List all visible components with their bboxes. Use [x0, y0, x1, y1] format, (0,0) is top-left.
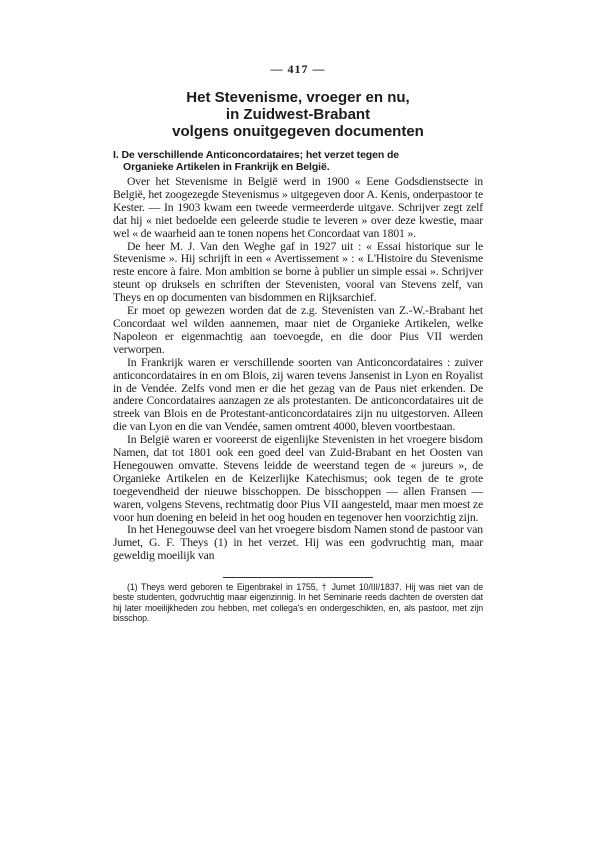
title-line-1: Het Stevenisme, vroeger en nu,: [186, 89, 410, 106]
section-heading: [113, 149, 483, 173]
paragraph-1: Over het Stevenisme in België werd in 1900 « Eene Godsdienstsecte in België, het zoogezegde Stevenismus » uitgegeven door A. Kenis, onderpastoor te Kester. — In 1903 kwam een tweede vermeerderde uitgave. Schrijver zegt zelf dat hij « niet bedoelde een geleerde studie te leveren » over deze kwestie, maar wel « de waarheid aan te tonen nopens het Concordaat van 1801 ».: [113, 175, 483, 240]
section-heading-line-1: I. De verschillende Anticoncordataires; het verzet tegen de: [113, 149, 400, 161]
paragraph-4: In Frankrijk waren er verschillende soorten van Anticoncordataires : zuiver anticoncordataires in en om Blois, zij waren tevens Jansenist in Lyon en Royalist in de Vendée. Zelfs vond men er die het gezag van de Paus niet erkenden. De andere Concordataires aanzagen ze als protestanten. De anticoncordataires uit de streek van Blois en de Protestant-anticoncordataires zijn nu uitgestorven. Alleen die van Lyon en die van Vendée, samen omtrent 4000, bleven voortbestaan.: [113, 355, 483, 434]
footnote: (1) Theys werd geboren te Eigenbrakel in 1755, † Jumet 10/III/1837. Hij was niet van de beste studenten, godvruchtig maar eigenzinnig. In het Seminarie reeds dachten de oversten dat hij later moeilijkheden zou hebben, met collega's en ondergeschikten, en, als pastoor, met zijn bisschop.: [113, 582, 483, 623]
paragraph-2: De heer M. J. Van den Weghe gaf in 1927 uit : « Essai historique sur le Stevenisme ». Hij schrijft in een « Avertissement » : « L'Histoire du Stevenisme reste encore à faire. Mon ambition se borne à publier un simple essai ». Schrijver steunt op druksels en schriften der Stevenisten, vooral van Stevens zelf, van Theys en op documenten van bisdommen en Rijksarchief.: [113, 239, 483, 305]
title-line-3: volgens onuitgegeven documenten: [172, 123, 424, 140]
document-page: [113, 62, 483, 623]
page-number: — 417 —: [270, 62, 326, 76]
paragraph-5: In België waren er vooreerst de eigenlijke Stevenisten in het vroegere bisdom Namen, dat tot 1801 ook een goed deel van Zuid-Brabant en het Oosten van Henegouwen omvatte. Stevens leidde de weerstand tegen de « jureurs », de Organieke Artikelen en de Keizerlijke Katechismus; ook tegen de te grote toegevendheid der nieuwe bisschoppen. De bisschoppen — allen Fransen — waren, volgens Stevens, rechtmatig door Pius VII aangesteld, maar men moest ze voor hun doening en beleid in het oog houden en tegenover hen voorzichtig zijn.: [113, 433, 483, 524]
section-heading-line-2: Organieke Artikelen in Frankrijk en België.: [123, 161, 330, 173]
title-line-2: in Zuidwest-Brabant: [225, 106, 371, 123]
body-text: [113, 176, 483, 563]
article-title: [113, 89, 483, 140]
paragraph-6: In het Henegouwse deel van het vroegere bisdom Namen stond de pastoor van Jumet, G. F. Theys (1) in het verzet. Hij was een godvruchtig man, maar geweldig moeilijk van: [113, 523, 483, 563]
paragraph-3: Er moet op gewezen worden dat de z.g. Stevenisten van Z.-W.-Brabant het Concordaat wel wilden aannemen, maar niet de Organieke Artikelen, welke Napoleon er eigenmachtig aan toevoegde, en die door Pius VII werden verworpen.: [113, 304, 483, 356]
footnote-divider: [223, 577, 373, 578]
